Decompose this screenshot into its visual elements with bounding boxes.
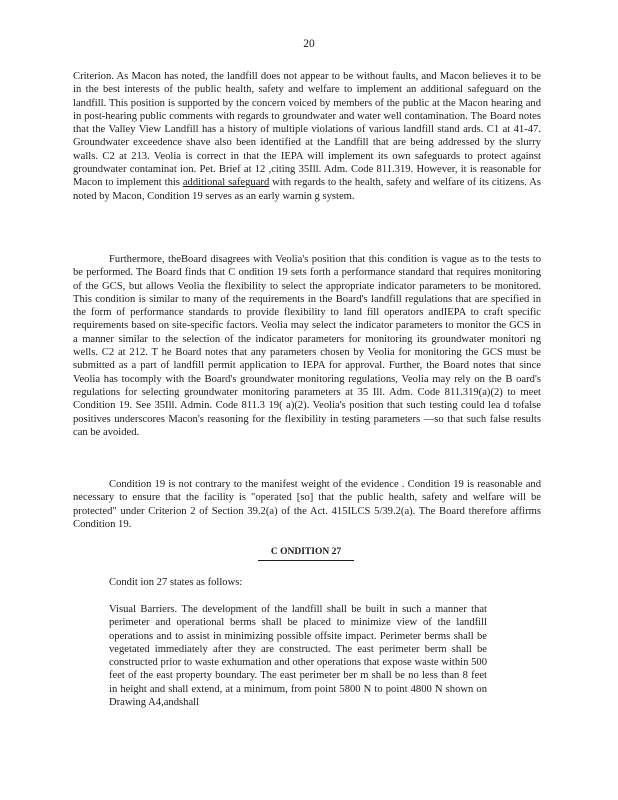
condition-intro: Condit ion 27 states as follows: (109, 577, 243, 588)
paragraph-criterion-continued (73, 70, 541, 203)
page-number: 20 (303, 38, 315, 50)
section-heading: C ONDITION 27 (258, 546, 354, 561)
underlined-phrase: additional safeguard (182, 177, 270, 189)
paragraph-text: with regards to the health, safety and welfare of its citizens. As noted by Macon, Condition 19 serves as an early warnin g system. (73, 177, 541, 202)
paragraph-text: Criterion. As Macon has noted, the landfill does not appear to be without faults, and Macon believes it to be in the best interests of the public health, safety and welfare to implement an additional safeguard on the landfill. This position is supported by the concern voiced by members of the public at the Macon hearing and in post-hearing public comments with regards to groundwater and water well contamination. The Board notes that the Valley View Landfill has a history of multiple violations of various landfill stand ards. C1 at 41-47. Groundwater exceedence shave also been identified at the Landfill that are being addressed by the slurry walls. C2 at 213. Veolia is correct in that the IEPA will implement its own safeguards to protect against groundwater contaminat ion. Pet. Brief at 12 ,citing 35Ill. Adm. Code 811.319. However, it is reasonable for Macon to implement this (73, 71, 541, 189)
paragraph-condition-19-conclusion: Condition 19 is not contrary to the manifest weight of the evidence . Condition 19 is reasonable and necessary to ensure that the facility is "operated [so] that the public health, safety and welfare will be protected" under Criterion 2 of Section 39.2(a) of the Act. 415ILCS 5/39.2(a). The Board therefore affirms Condition 19. (73, 479, 541, 530)
condition-27-quote: Visual Barriers. The development of the landfill shall be built in such a manner that perimeter and operational berms shall be placed to minimize view of the landfill operations and to assist in minimizing possible offsite impact. Perimeter berms shall be vegetated immediately after they are constructed. The east perimeter berm shall be constructed prior to waste exhumation and other operations that expose waste within 500 feet of the east property boundary. The east perimeter ber m shall be no less than 8 feet in height and shall extend, at a minimum, from point 5800 N to point 4800 N shown on Drawing A4,andshall (109, 604, 487, 709)
paragraph-furthermore: Furthermore, theBoard disagrees with Veolia's position that this condition is vague as to the tests to be performed. The Board finds that C ondition 19 sets forth a performance standard that requires monitoring of the GCS, but allows Veolia the flexibility to select the appropriate indicator parameters to be monitored. This condition is similar to many of the requirements in the Board's landfill regulations that are specified in the form of performance standards to provide flexibility to land fill operators andIEPA to craft specific requirements based on site-specific factors. Veolia may select the indicator parameters to monitor the GCS in a manner similar to the selection of the indicator parameters for monitoring its groundwater monitori ng wells. C2 at 212. T he Board notes that any parameters chosen by Veolia for monitoring the GCS must be submitted as a part of landfill permit application to IEPA for approval. Further, the Board notes that since Veolia has tocomply with the Board's groundwater monitoring regulations, Veolia may rely on the B oard's regulations for selecting groundwater monitoring parameters at 35 Ill. Adm. Code 811.319(a)(2) to meet Condition 19. See 35Ill. Admin. Code 811.3 19( a)(2). Veolia's position that such testing could lea d tofalse positives underscores Macon's reasoning for the flexibility in testing parameters —so that such false results can be avoided. (73, 254, 541, 438)
